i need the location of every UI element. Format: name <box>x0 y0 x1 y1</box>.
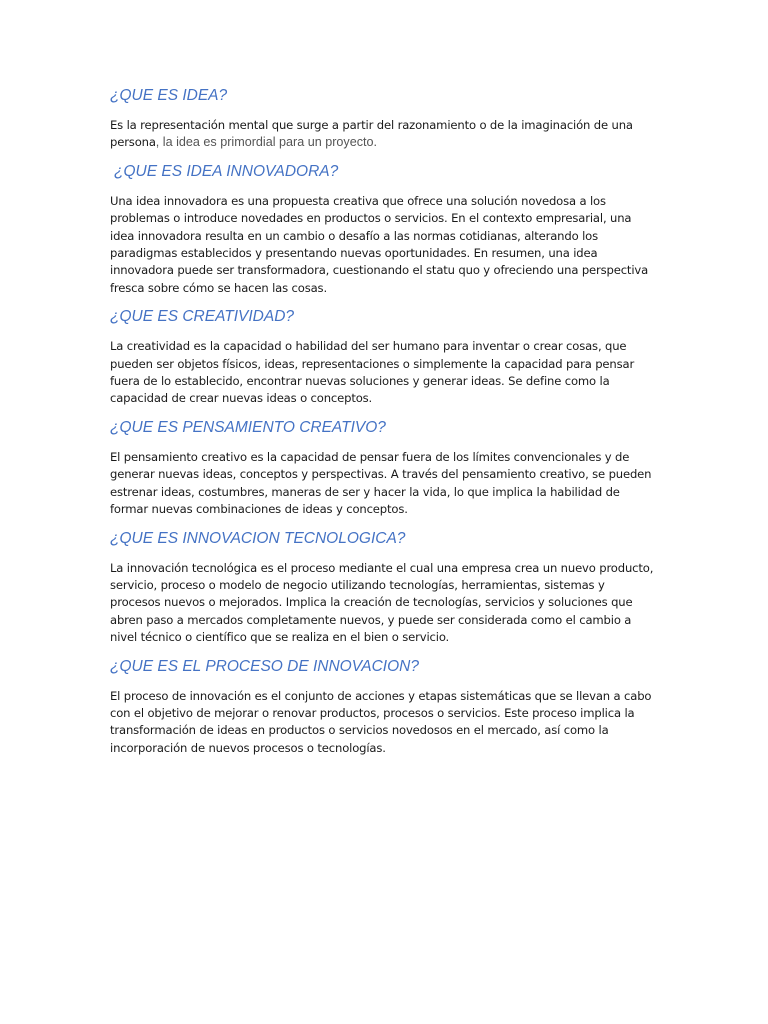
paragraph-idea <box>110 117 656 152</box>
paragraph-idea-text: Es la representación mental que surge a partir del razonamiento o de la imaginación de una persona <box>110 118 633 150</box>
heading-que-es-pensamiento-creativo: ¿QUE ES PENSAMIENTO CREATIVO? <box>110 418 386 436</box>
paragraph-pensamiento-creativo: El pensamiento creativo es la capacidad de pensar fuera de los límites convencionales y de generar nuevas ideas, conceptos y perspectivas. A través del pensamiento creativo, se pueden estrenar ideas, costumbres, maneras de ser y hacer la vida, lo que implica la habilidad de formar nuevas combinaciones de ideas y conceptos. <box>110 449 652 517</box>
paragraph-idea-tail: , la idea es primordial para un proyecto. <box>155 135 378 150</box>
heading-que-es-innovacion-tecnologica: ¿QUE ES INNOVACION TECNOLOGICA? <box>110 529 406 547</box>
heading-que-es-el-proceso-de-innovacion: ¿QUE ES EL PROCESO DE INNOVACION? <box>110 657 419 675</box>
heading-que-es-creatividad: ¿QUE ES CREATIVIDAD? <box>110 308 295 326</box>
paragraph-proceso-de-innovacion: El proceso de innovación es el conjunto de acciones y etapas sistemáticas que se llevan a cabo con el objetivo de mejorar o renovar productos, procesos o servicios. Este proceso implica la transformación de ideas en productos o servicios novedosos en el mercado, así como la incorporación de nuevos procesos o tecnologías. <box>110 688 652 755</box>
paragraph-creatividad: La creatividad es la capacidad o habilidad del ser humano para inventar o crear cosas, que pueden ser objetos físicos, ideas, representaciones o simplemente la capacidad para pensar fuera de lo establecido, encontrar nuevas soluciones y generar ideas. Se define como la capacidad de crear nuevas ideas o conceptos. <box>110 339 635 406</box>
heading-que-es-idea-innovadora: ¿QUE ES IDEA INNOVADORA? <box>114 162 339 180</box>
heading-que-es-idea: ¿QUE ES IDEA? <box>110 87 228 104</box>
paragraph-innovacion-tecnologica: La innovación tecnológica es el proceso mediante el cual una empresa crea un nuevo producto, servicio, proceso o modelo de negocio utilizando tecnologías, herramientas, sistemas y procesos nuevos o mejorados. Implica la creación de tecnologías, servicios y soluciones que abren paso a mercados completamente nuevos, y puede ser considerada como el cambio a nivel técnico o científico que se realiza en el bien o servicio. <box>110 560 654 645</box>
paragraph-idea-innovadora: Una idea innovadora es una propuesta creativa que ofrece una solución novedosa a los problemas o introduce novedades en productos o servicios. En el contexto empresarial, una idea innovadora resulta en un cambio o desafío a las normas cotidianas, alterando los paradigmas establecidos y presentando nuevas oportunidades. En resumen, una idea innovadora puede ser transformadora, cuestionando el statu quo y ofreciendo una perspectiva fresca sobre cómo se hacen las cosas. <box>110 193 649 295</box>
